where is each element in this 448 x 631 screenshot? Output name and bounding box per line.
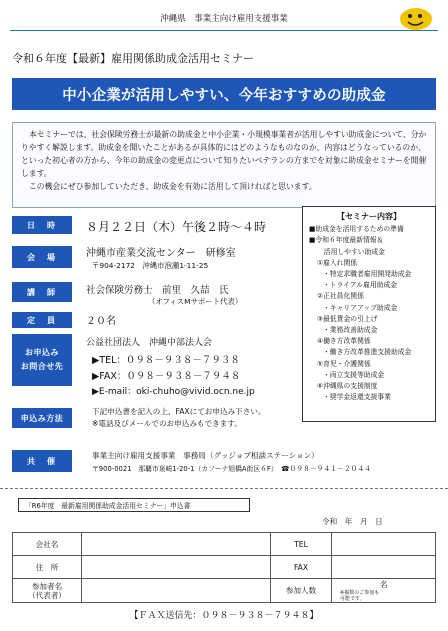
capacity-value: ２０名	[86, 316, 116, 327]
content-item: ■令和６年度最新情報＆	[309, 236, 384, 245]
count-field[interactable]	[332, 579, 436, 603]
address-label: 住 所	[13, 556, 82, 579]
table-row	[13, 556, 436, 579]
main-banner: 中小企業が活用しやすい、今年おすすめの助成金	[12, 78, 436, 110]
content-item: ①雇入れ関係	[317, 258, 358, 267]
date-label: 日 時	[12, 216, 72, 234]
contact-label	[12, 334, 72, 386]
method-line-2: ※電話及びメールでのお申込みもできます。	[92, 419, 242, 428]
lecturer-name: 社会保険労務士 前里 久喆 氏	[86, 285, 229, 296]
cut-line	[0, 488, 448, 489]
form-title: 「R6年度 最新雇用関係助成金活用セミナー」申込書	[18, 498, 250, 512]
seminar-content-box	[302, 206, 436, 422]
cohost-line-1: 事業主向け雇用支援事業 事務局（グッジョブ相談ステーション）	[92, 451, 319, 460]
content-item: ■助成金を活用するための準備	[309, 225, 404, 234]
tel-label: TEL	[271, 533, 332, 556]
table-row	[13, 533, 436, 556]
address-field[interactable]	[82, 556, 271, 579]
count-label: 参加人数	[271, 579, 332, 603]
date-value: ８月２２日（木）午後２時～４時	[86, 220, 267, 234]
content-item: ・業務改善助成金	[323, 326, 378, 335]
top-header	[0, 0, 448, 36]
lecturer-label: 講 師	[12, 282, 72, 302]
contact-org: 公益社団法人 沖縄中部法人会	[86, 338, 213, 348]
mascot-logo-icon	[398, 4, 434, 32]
fax-field[interactable]	[332, 556, 436, 579]
content-item: ③最低賃金の引上げ	[317, 314, 378, 323]
content-item: 活用しやすい助成金	[317, 247, 385, 256]
content-item: ⑥沖縄県の支援制度	[317, 382, 378, 391]
participant-label-line: 参加者名	[31, 581, 63, 591]
fax-label: FAX	[271, 556, 332, 579]
content-item: ・奨学金返還支援事業	[323, 393, 391, 402]
lecturer-org: （オフィスMサポート代表）	[148, 297, 243, 306]
method-label: 申込み方法	[12, 408, 72, 428]
seminar-subtitle: 令和６年度【最新】雇用関係助成金活用セミナー	[12, 52, 254, 65]
form-date-line: 令和 年 月 日	[322, 517, 383, 526]
company-label: 会社名	[13, 533, 82, 556]
count-unit: 名	[380, 580, 388, 589]
count-note-line: 可能です。	[340, 596, 365, 602]
venue-name: 沖縄市産業交流センター 研修室	[86, 248, 236, 259]
capacity-label: 定 員	[12, 312, 72, 328]
cohost-label: 共 催	[12, 450, 72, 472]
intro-paragraph: 本セミナーでは、社会保険労務士が最新の助成金と中小企業・小規模事業者が活用しやすい助成金について、分かりやすく解説します。助成金を聞いたことがあるが具体的にはどのようなものなのか、内容はどうなっているのか、といった初心者の方から、今年の助成金の変更点について知りたいベテランの方までを対象に助成金セミナーを開催します。	[21, 130, 427, 178]
content-item: ・トライアル雇用助成金	[323, 281, 398, 290]
tel-field[interactable]	[332, 533, 436, 556]
table-row	[13, 579, 436, 603]
content-item: ⑤育児・介護関係	[317, 359, 371, 368]
venue-address: 〒904-2172 沖縄市泡瀬1-11-25	[92, 261, 209, 270]
participant-label	[13, 579, 82, 603]
intro-paragraph-2: この機会にぜひ参加していただき、助成金を有効に活用して頂ければと思います。	[29, 182, 317, 191]
content-item: ・両立支援等助成金	[323, 370, 385, 379]
contact-tel: ▶TEL：０９８－９３８－７９３８	[92, 355, 240, 366]
count-note-line: ※複数のご参加も	[340, 590, 380, 596]
fax-footer: 【ＦＡＸ送信先：０９８－９３８－７９４８】	[129, 611, 319, 621]
org-line: 沖縄県 事業主向け雇用支援事業	[160, 14, 288, 24]
content-item: ・働き方改革推進支援助成金	[323, 348, 412, 357]
contact-label-line: お申込み	[25, 348, 59, 357]
seminar-content-title: 【セミナー内容】	[337, 212, 401, 221]
content-item: ・キャリアアップ助成金	[323, 303, 398, 312]
company-field[interactable]	[82, 533, 271, 556]
contact-label-line: お問合せ先	[20, 362, 64, 371]
count-note	[340, 590, 379, 602]
cohost-line-2: 〒900-0021 那覇市泉崎1-20-1（カフーナ旭橋A街区６F） ☎０９８－９４１－２０４４	[92, 465, 372, 473]
method-line-1: 下記申込書を記入の上、FAXにてお申込み下さい。	[92, 407, 266, 416]
content-item: ④働き方改革関係	[317, 337, 371, 346]
intro-box	[12, 122, 436, 208]
content-item: ・特定求職者雇用開発助成金	[323, 270, 412, 279]
content-item: ②正社員化関係	[317, 292, 364, 301]
participant-label-line: （代表者）	[28, 590, 66, 600]
contact-fax: ▶FAX：０９８－９３８－７９４８	[92, 371, 241, 382]
participant-field[interactable]	[82, 579, 271, 603]
application-form-table	[12, 532, 436, 603]
contact-email[interactable]: ▶E-mail：oki-chuho@vivid.ocn.ne.jp	[92, 387, 255, 397]
venue-label: 会 場	[12, 246, 72, 268]
header-rule	[10, 30, 438, 31]
